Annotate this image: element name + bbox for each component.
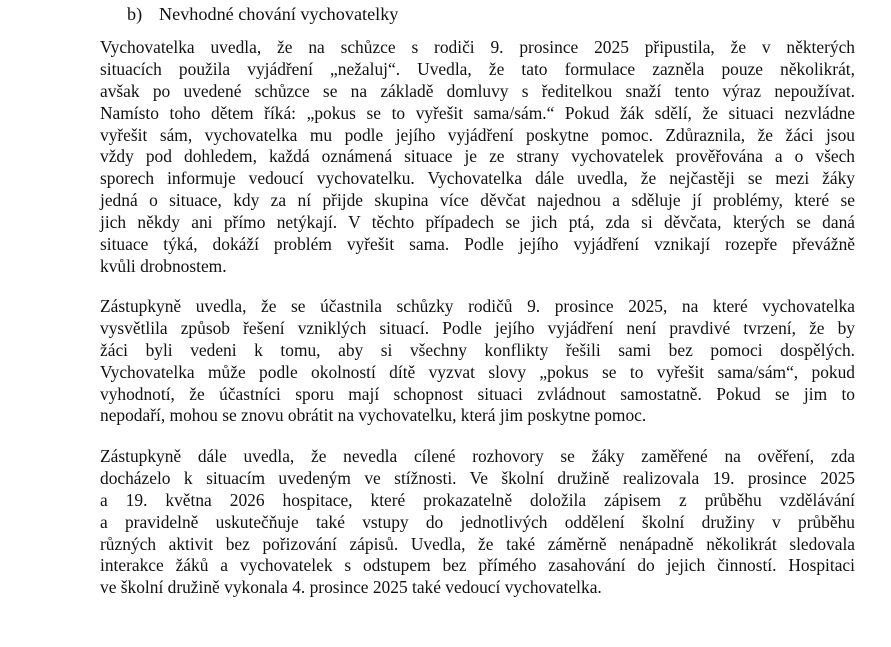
text-line: a pravidelně uskutečňuje také vstupy do jednotlivých oddělení školní družiny v průběhu bbox=[100, 511, 855, 532]
text-line: ve školní družině vykonala 4. prosince 2025 také vedoucí vychovatelka. bbox=[100, 577, 602, 598]
text-line: sporech informuje vedoucí vychovatelku. Vychovatelka dále uvedla, že nejčastěji se mezi žáky bbox=[100, 168, 855, 189]
text-line: situace týká, dokáží problém vyřešit sama. Podle jejího vyjádření vznikají rozepře převážně bbox=[100, 234, 855, 255]
text-line: vysvětlila způsob řešení vzniklých situací. Podle jejího vyjádření není pravdivé tvrzení, že by bbox=[100, 317, 855, 338]
text-line: nepodaří, mohou se znovu obrátit na vychovatelku, která jim poskytne pomoc. bbox=[100, 405, 647, 426]
section-heading bbox=[127, 3, 398, 25]
text-line: vyhodnotí, že účastníci sporu mají schopnost situaci zvládnout samostatně. Pokud se jim to bbox=[100, 383, 855, 404]
section-title: Nevhodné chování vychovatelky bbox=[159, 4, 399, 24]
paragraph-vychovatelka bbox=[100, 37, 855, 278]
text-line: Vychovatelka uvedla, že na schůzce s rodiči 9. prosince 2025 připustila, že v některých bbox=[100, 37, 855, 57]
text-line: avšak po uvedené schůzce se na základě domluvy s ředitelkou snaží tento výraz nepoužívat. bbox=[100, 80, 855, 101]
paragraph-zastupkyne-schuzka bbox=[100, 296, 855, 427]
text-line: jich někdy ani přímo netýkají. V těchto případech se jich ptá, zda si děvčata, kterých se daná bbox=[100, 212, 855, 233]
text-line: vyřešit sám, vychovatelka mu podle jejího vyjádření poskytne pomoc. Zdůraznila, že žáci jsou bbox=[100, 124, 855, 145]
text-line: situacích použila vyjádření „nežaluj“. Uvedla, že tato formulace zazněla pouze několikrát, bbox=[100, 58, 855, 79]
text-line: Vychovatelka může podle okolností dítě vyzvat slovy „pokus se to vyřešit sama/sám“, pokud bbox=[100, 361, 855, 382]
text-line: docházelo k situacím uvedeným ve stížnosti. Ve školní družině realizovala 19. prosince 2025 bbox=[100, 467, 855, 488]
text-line: vždy pod dohledem, každá oznámená situace je ze strany vychovatelek prověřována a o všech bbox=[100, 146, 855, 167]
paragraph-zastupkyne-hospitace bbox=[100, 446, 855, 599]
text-line: jedná o situace, kdy za ní přijde skupina více děvčat najednou a sděluje jí problémy, které se bbox=[100, 190, 855, 211]
text-line: Zástupkyně uvedla, že se účastnila schůzky rodičů 9. prosince 2025, na které vychovatelka bbox=[100, 296, 855, 316]
text-line: interakce žáků a vychovatelek s odstupem bez přímého zasahování do jejich činností. Hospitaci bbox=[100, 555, 855, 576]
section-marker: b) bbox=[127, 4, 143, 24]
text-line: Zástupkyně dále uvedla, že nevedla cílené rozhovory se žáky zaměřené na ověření, zda bbox=[100, 446, 855, 466]
text-line: a 19. května 2026 hospitace, které prokazatelně doložila zápisem z průběhu vzdělávání bbox=[100, 489, 855, 510]
text-line: žáci byli vedeni k tomu, aby si všechny konflikty řešili sami bez pomoci dospělých. bbox=[100, 339, 855, 360]
text-line: různých aktivit bez pořizování zápisů. Uvedla, že také záměrně nenápadně několikrát sledovala bbox=[100, 533, 855, 554]
text-line: kvůli drobnostem. bbox=[100, 255, 227, 276]
text-line: Namísto toho dětem říká: „pokus se to vyřešit sama/sám.“ Pokud žák sdělí, že situaci nezvládne bbox=[100, 102, 855, 123]
